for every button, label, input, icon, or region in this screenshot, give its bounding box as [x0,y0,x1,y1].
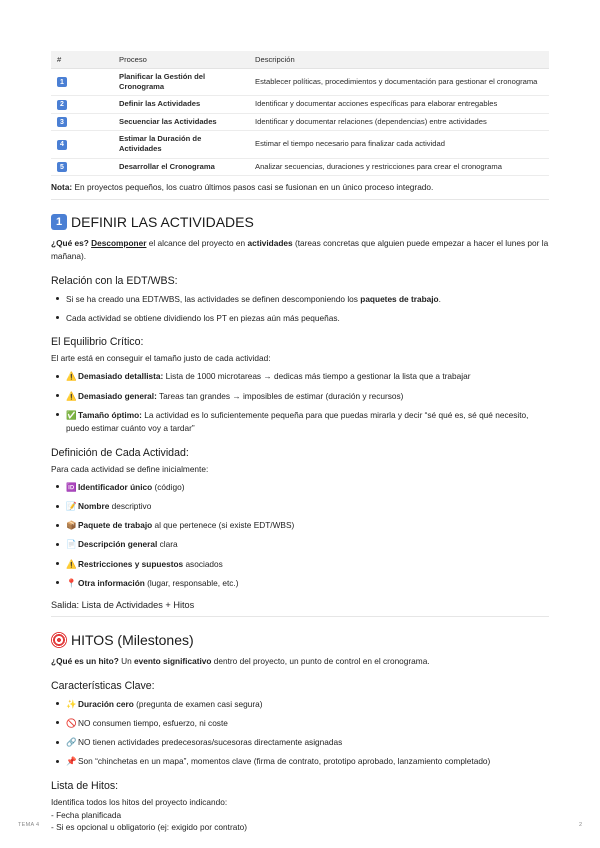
keyword-descomponer: Descomponer [91,238,147,248]
item-text: asociados [183,558,223,569]
page-number: 2 [578,822,582,828]
section-heading-hitos [51,631,549,649]
item-text: Tareas tan grandes → imposibles de estimar (duración y recursos) [156,390,404,401]
subheading-equilibrio: El Equilibrio Crítico: [51,336,144,349]
process-description: Analizar secuencias, duraciones y restricciones para crear el cronograma [249,158,549,176]
salida-line: Salida: Lista de Actividades + Hitos [51,600,549,617]
item-bold: Otra información [78,577,145,588]
list-item [51,698,549,711]
item-text: Lista de 1000 microtareas → dedicas más tiempo a gestionar la lista que a trabajar [163,371,471,382]
item-text: Cada actividad se obtiene dividiendo los PT en piezas aún más pequeñas. [66,312,340,323]
check-icon: ✅ [66,409,77,420]
table-row [51,113,549,131]
list-item [51,481,549,494]
item-bold: Descripción general [78,539,158,550]
process-name: Definir las Actividades [113,96,249,114]
list-item [51,500,549,513]
list-item [51,312,549,325]
note-text: En proyectos pequeños, los cuatro últimos pasos casi se fusionan en un único proceso integrado. [72,182,434,192]
item-text: descriptivo [109,501,152,512]
item-bold: Nombre [78,501,110,512]
item-bold: Restricciones y supuestos [78,558,184,569]
process-description: Establecer políticas, procedimientos y documentación para gestionar el cronograma [249,68,549,96]
section-title: DEFINIR LAS ACTIVIDADES [71,214,254,230]
body-text: Un [118,655,134,666]
subheading-lista-hitos: Lista de Hitos: [51,780,119,793]
section-heading-definir [51,213,549,231]
body-text: (tareas concretas que alguien puede empezar a hacer el lunes por la mañana). [51,238,549,261]
caracteristicas-list [51,698,549,769]
item-bold: Tamaño óptimo: [78,409,142,420]
process-name: Desarrollar el Cronograma [113,158,249,176]
warning-icon: ⚠️ [66,390,77,401]
equilibrio-intro: El arte está en conseguir el tamaño justo de cada actividad: [51,353,271,364]
item-bold: Demasiado detallista: [78,371,164,382]
sparkles-icon: ✨ [66,698,77,709]
number-2-icon: 2 [57,100,67,110]
warning-icon: ⚠️ [66,558,77,569]
item-text: Son “chinchetas en un mapa”, momentos clave (firma de contrato, prototipo aprobado, lanzamiento completado) [78,756,491,767]
document-icon: 📄 [66,539,77,550]
definicion-intro: Para cada actividad se define inicialmente: [51,463,209,474]
table-row [51,131,549,159]
relation-list [51,293,549,325]
footer-label: TEMA 4 [18,822,40,828]
list-item [51,370,549,383]
item-text: NO tienen actividades predecesoras/sucesoras directamente asignadas [78,737,343,748]
keyword-actividades: actividades [247,238,293,248]
list-item [51,293,549,306]
item-text: Si se ha creado una EDT/WBS, las actividades se definen descomponiendo los [66,293,361,304]
process-table [51,51,549,176]
package-icon: 📦 [66,520,77,531]
item-text: clara [157,539,178,550]
table-row [51,68,549,96]
definition-paragraph [51,237,549,263]
pushpin-icon: 📌 [66,756,77,767]
table-header-row [51,51,549,68]
question-label: ¿Qué es? [51,238,89,248]
subheading-relacion: Relación con la EDT/WBS: [51,274,178,287]
list-item [51,409,549,435]
list-item [51,717,549,730]
link-icon: 🔗 [66,737,77,748]
lista-line: - Fecha planificada [51,809,122,820]
item-text: La actividad es lo suficientemente pequeña para que puedas mirarla y decir “sé qué es, sé qué necesito, puedo estimar cuánto voy a tardar” [66,409,529,433]
table-row [51,96,549,114]
pin-icon: 📍 [66,577,77,588]
col-header-number: # [51,51,113,68]
list-item [51,519,549,532]
lista-line: Identifica todos los hitos del proyecto indicando: [51,797,228,808]
keyword-evento: evento significativo [133,655,212,666]
item-text: (lugar, responsable, etc.) [144,577,239,588]
note-label: Nota: [51,182,73,192]
item-bold: Demasiado general: [78,390,157,401]
memo-icon: 📝 [66,501,77,512]
warning-icon: ⚠️ [66,371,77,382]
item-text: (pregunta de examen casi segura) [133,698,263,709]
body-text: dentro del proyecto, un punto de control en el cronograma. [211,655,430,666]
keycap-1-icon: 1 [51,214,67,230]
list-item [51,558,549,571]
item-bold: Duración cero [78,698,134,709]
process-description: Identificar y documentar relaciones (dependencias) entre actividades [249,113,549,131]
number-1-icon: 1 [57,77,67,87]
list-item [51,755,549,768]
list-item [51,577,549,590]
item-text: NO consumen tiempo, esfuerzo, ni coste [78,717,228,728]
process-name: Secuenciar las Actividades [113,113,249,131]
col-header-descripcion: Descripción [249,51,549,68]
item-bold: Identificador único [78,481,153,492]
body-text: el alcance del proyecto en [146,238,248,248]
hito-definition [51,655,549,668]
number-3-icon: 3 [57,117,67,127]
list-item [51,390,549,403]
prohibited-icon: 🚫 [66,717,77,728]
section-title: HITOS (Milestones) [71,631,194,648]
page-content [51,51,549,834]
item-bold: paquetes de trabajo [360,293,439,304]
subheading-caracteristicas: Características Clave: [51,679,155,692]
subheading-definicion: Definición de Cada Actividad: [51,446,189,459]
definicion-list [51,481,549,590]
number-4-icon: 4 [57,140,67,150]
lista-line: - Si es opcional u obligatorio (ej: exigido por contrato) [51,822,248,833]
target-icon [51,632,67,648]
item-text: (código) [152,481,185,492]
item-text: al que pertenece (si existe EDT/WBS) [152,520,295,531]
equilibrio-list [51,370,549,434]
list-item [51,538,549,551]
list-item [51,736,549,749]
process-name: Planificar la Gestión del Cronograma [113,68,249,96]
process-name: Estimar la Duración de Actividades [113,131,249,159]
question-label: ¿Qué es un hito? [51,655,119,666]
item-text: . [438,293,441,304]
process-description: Identificar y documentar acciones específicas para elaborar entregables [249,96,549,114]
number-5-icon: 5 [57,162,67,172]
note-paragraph [51,182,549,200]
item-bold: Paquete de trabajo [78,520,153,531]
col-header-proceso: Proceso [113,51,249,68]
table-row [51,158,549,176]
process-description: Estimar el tiempo necesario para finalizar cada actividad [249,131,549,159]
id-icon: 🆔 [66,481,77,492]
